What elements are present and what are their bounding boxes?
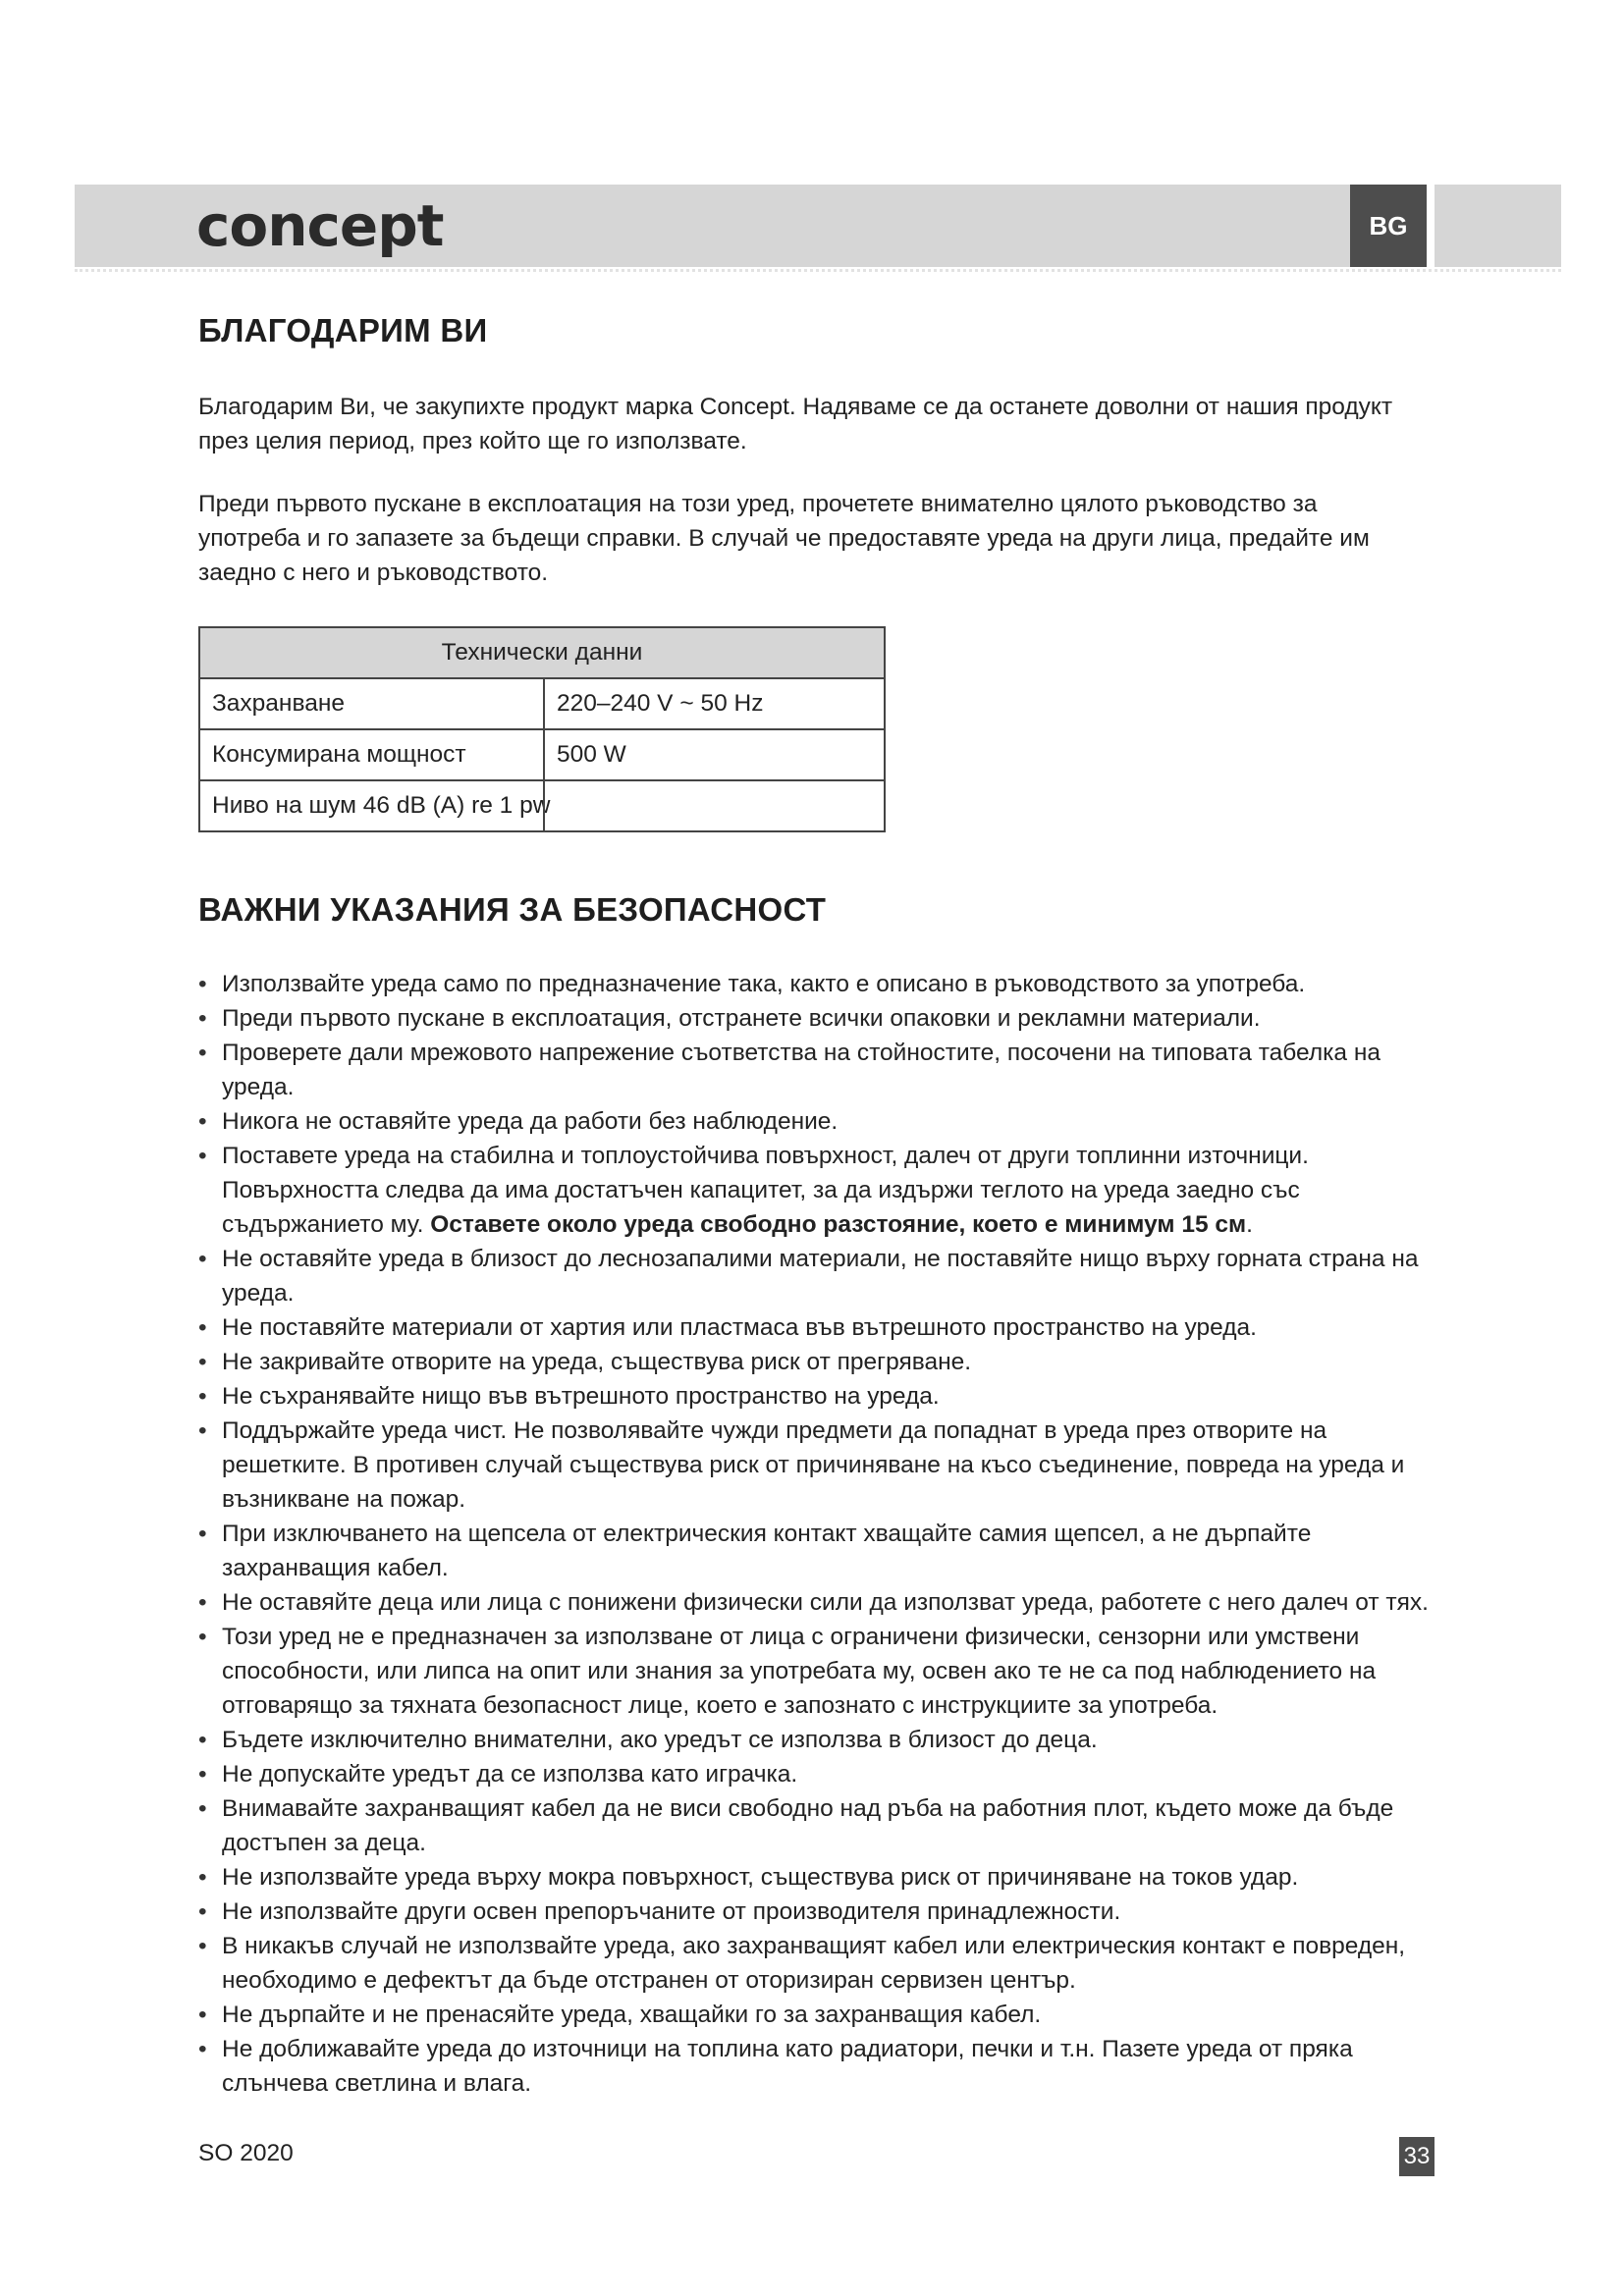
bullet-icon: • xyxy=(198,1795,207,1822)
list-item xyxy=(198,1414,1445,1517)
spec-value: 220–240 V ~ 50 Hz xyxy=(544,678,885,729)
technical-data-title: Технически данни xyxy=(199,627,885,678)
list-item xyxy=(198,1723,1445,1757)
list-item xyxy=(198,1001,1445,1036)
bullet-icon: • xyxy=(198,1589,207,1616)
bullet-icon: • xyxy=(198,1864,207,1891)
page-number: 33 xyxy=(1399,2137,1435,2176)
noise-level-cell xyxy=(199,780,885,831)
list-item-text: Не поставяйте материали от хартия или пластмаса във вътрешното пространство на уреда. xyxy=(222,1314,1257,1341)
list-item xyxy=(198,1310,1445,1345)
bullet-icon: • xyxy=(198,1246,207,1272)
list-item xyxy=(198,2032,1445,2101)
list-item-text: Преди първото пускане в експлоатация, отстранете всички опаковки и рекламни материали. xyxy=(222,1005,1261,1032)
bullet-icon: • xyxy=(198,1005,207,1032)
bullet-icon: • xyxy=(198,1417,207,1444)
list-item xyxy=(198,1139,1445,1242)
list-item-text: Не дърпайте и не пренасяйте уреда, хващайки го за захранващия кабел. xyxy=(222,2002,1042,2028)
bullet-icon: • xyxy=(198,1349,207,1375)
list-item-text: Не закривайте отворите на уреда, съществува риск от прегряване. xyxy=(222,1349,972,1375)
technical-data-table xyxy=(198,626,886,832)
list-item-text: Не допускайте уредът да се използва като играчка. xyxy=(222,1761,798,1788)
list-item-text: Поддържайте уреда чист. Не позволявайте чужди предмети да попаднат в уреда през отворите на решетките. В противен случай съществува риск от причиняване на късо съединение, повреда на уреда и възникване на пожар. xyxy=(222,1417,1405,1513)
header-separator xyxy=(1427,185,1435,267)
spec-label: Консумирана мощност xyxy=(199,729,544,780)
safety-heading: ВАЖНИ УКАЗАНИЯ ЗА БЕЗОПАСНОСТ xyxy=(198,891,827,928)
list-item xyxy=(198,1998,1445,2032)
list-item xyxy=(198,1757,1445,1791)
list-item-text: Внимавайте захранващият кабел да не виси свободно над ръба на работния плот, където може да бъде достъпен за деца. xyxy=(222,1795,1394,1856)
list-item xyxy=(198,1036,1445,1104)
model-number: SO 2020 xyxy=(198,2140,294,2166)
list-item-text: Не използвайте уреда върху мокра повърхност, съществува риск от причиняване на токов удар. xyxy=(222,1864,1299,1891)
table-row xyxy=(199,678,885,729)
list-item xyxy=(198,1620,1445,1723)
list-item-text: В никакъв случай не използвайте уреда, ако захранващият кабел или електрическия контакт е повреден, необходимо е дефектът да бъде отстранен от оторизиран сервизен център. xyxy=(222,1933,1406,1994)
list-item-text: Не съхранявайте нищо във вътрешното пространство на уреда. xyxy=(222,1383,940,1410)
noise-level-text: Ниво на шум 46 dB (A) re 1 pw xyxy=(212,792,551,819)
bullet-icon: • xyxy=(198,1933,207,1959)
bullet-icon: • xyxy=(198,1383,207,1410)
bullet-icon: • xyxy=(198,1624,207,1650)
list-item xyxy=(198,1860,1445,1895)
list-item xyxy=(198,1104,1445,1139)
bullet-icon: • xyxy=(198,2036,207,2062)
bullet-icon: • xyxy=(198,1761,207,1788)
bullet-icon: • xyxy=(198,1040,207,1066)
list-item-text: Проверете дали мрежовото напрежение съответства на стойностите, посочени на типовата табелка на уреда. xyxy=(222,1040,1381,1100)
bullet-icon: • xyxy=(198,2002,207,2028)
list-item xyxy=(198,1242,1445,1310)
thanks-heading: БЛАГОДАРИМ ВИ xyxy=(198,312,488,348)
list-item-text: Не оставяйте уреда в близост до леснозапалими материали, не поставяйте нищо върху горната страна на уреда. xyxy=(222,1246,1419,1307)
spec-label: Захранване xyxy=(199,678,544,729)
list-item-text: Не използвайте други освен препоръчаните от производителя принадлежности. xyxy=(222,1898,1121,1925)
list-item xyxy=(198,1929,1445,1998)
list-item-text: Използвайте уреда само по предназначение така, както е описано в ръководството за употреба. xyxy=(222,971,1306,997)
bullet-icon: • xyxy=(198,1143,207,1169)
list-item xyxy=(198,1517,1445,1585)
concept-logo: concept xyxy=(196,192,444,259)
list-item xyxy=(198,1379,1445,1414)
list-item-text: Не доближавайте уреда до източници на топлина като радиатори, печки и т.н. Пазете уреда от пряка слънчева светлина и влага. xyxy=(222,2036,1353,2097)
list-item-text: При изключването на щепсела от електрическия контакт хващайте самия щепсел, а не дърпайте захранващия кабел. xyxy=(222,1521,1312,1581)
bullet-icon: • xyxy=(198,1898,207,1925)
table-row xyxy=(199,780,885,831)
safety-list xyxy=(198,967,1445,2101)
list-item xyxy=(198,1895,1445,1929)
thanks-paragraph-1: Благодарим Ви, че закупихте продукт марка Concept. Надяваме се да останете доволни от нашия продукт през целия период, през който ще го използвате. xyxy=(198,394,1393,454)
list-item xyxy=(198,1345,1445,1379)
list-item-text: Поставете уреда на стабилна и топлоустойчива повърхност, далеч от други топлинни източници. Повърхността следва да има достатъчен капацитет, за да издържи теглото на уреда заедно със съдържанието му. xyxy=(222,1143,1309,1238)
bullet-icon: • xyxy=(198,1108,207,1135)
bullet-icon: • xyxy=(198,1727,207,1753)
list-item-emphasis: Оставете около уреда свободно разстояние, което е минимум 15 см xyxy=(430,1211,1247,1238)
list-item xyxy=(198,1791,1445,1860)
header-dotted-rule xyxy=(75,269,1561,272)
bullet-icon: • xyxy=(198,971,207,997)
list-item xyxy=(198,1585,1445,1620)
thanks-paragraph-2: Преди първото пускане в експлоатация на този уред, прочетете внимателно цялото ръководство за употреба и го запазете за бъдещи справки. В случай че предоставяте уреда на други лица, предайте им заедно с него и ръководството. xyxy=(198,491,1370,586)
list-item-text: Бъдете изключително внимателни, ако уредът се използва в близост до деца. xyxy=(222,1727,1098,1753)
spec-value: 500 W xyxy=(544,729,885,780)
list-item-text: Никога не оставяйте уреда да работи без наблюдение. xyxy=(222,1108,839,1135)
list-item-text: Този уред не е предназначен за използване от лица с ограничени физически, сензорни или умствени способности, или липса на опит или знания за употребата му, освен ако те не са под наблюдението на отговарящо за тяхната безопасност лице, което е запознато с инструкциите за употреба. xyxy=(222,1624,1377,1719)
list-item xyxy=(198,967,1445,1001)
bullet-icon: • xyxy=(198,1521,207,1547)
bullet-icon: • xyxy=(198,1314,207,1341)
language-badge: BG xyxy=(1350,185,1427,267)
table-row xyxy=(199,729,885,780)
list-item-text: Не оставяйте деца или лица с понижени физически сили да използват уреда, работете с него далеч от тях. xyxy=(222,1589,1429,1616)
table-divider xyxy=(543,781,545,830)
list-item-end: . xyxy=(1246,1211,1253,1238)
